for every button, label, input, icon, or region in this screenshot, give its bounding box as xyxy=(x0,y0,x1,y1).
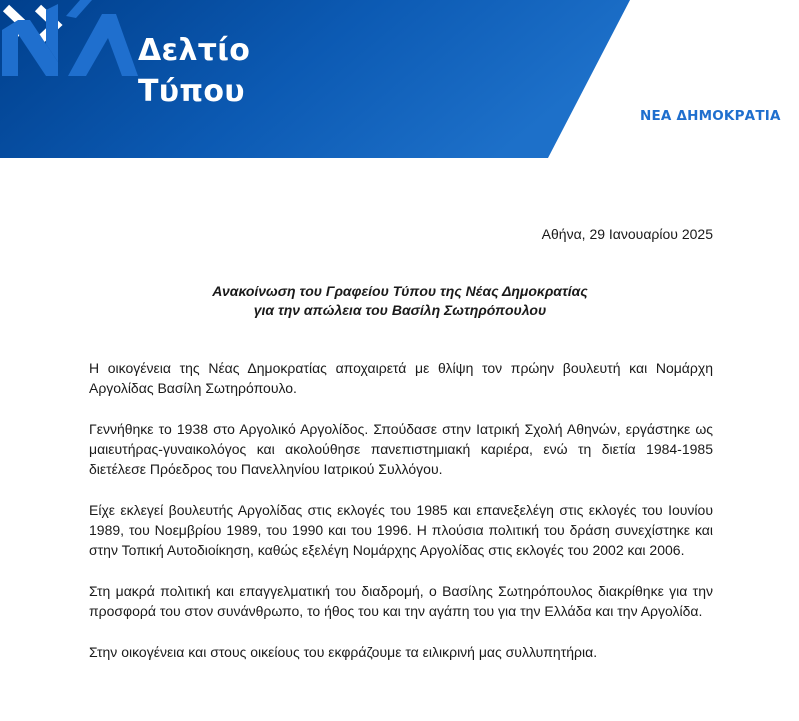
headline-line-1: Ανακοίνωση του Γραφείου Τύπου της Νέας Δημοκρατίας xyxy=(212,283,588,299)
headline-line-2: για την απώλεια του Βασίλη Σωτηρόπουλου xyxy=(253,302,547,318)
release-date: Αθήνα, 29 Ιανουαρίου 2025 xyxy=(541,226,713,242)
nd-logo-icon xyxy=(0,0,140,78)
title-line-1: Δελτίο xyxy=(138,33,251,68)
logo-wordmark: ΝΕΑ ΔΗΜΟΚΡΑΤΙΑ xyxy=(640,108,781,124)
release-body xyxy=(89,358,713,683)
body-paragraph: Γεννήθηκε το 1938 στο Αργολικό Αργολίδος. Σπούδασε στην Ιατρική Σχολή Αθηνών, εργάστηκε ως μαιευτήρας-γυναικολόγος και ακολούθησε πανεπιστημιακή καριέρα, ενώ τη διετία 1984-1985 διετέλεσε Πρόεδρος του Πανελληνίου Ιατρικού Συλλόγου. xyxy=(89,421,713,477)
title-line-2: Τύπου xyxy=(138,74,245,109)
body-paragraph: Η οικογένεια της Νέας Δημοκρατίας αποχαιρετά με θλίψη τον πρώην βουλευτή και Νομάρχη Αργολίδας Βασίλη Σωτηρόπουλο. xyxy=(89,360,713,396)
body-paragraph: Στην οικογένεια και στους οικείους του εκφράζουμε τα ειλικρινή μας συλλυπητήρια. xyxy=(89,644,598,660)
press-release-header xyxy=(0,0,799,158)
body-paragraph: Είχε εκλεγεί βουλευτής Αργολίδας στις εκλογές του 1985 και επανεξελέγη στις εκλογές του Ιουνίου 1989, του Νοεμβρίου 1989, του 1990 και του 1996. Η πλούσια πολιτική του δράση συνεχίστηκε και στην Τοπική Αυτοδιοίκηση, καθώς εξελέγη Νομάρχης Αργολίδας στις εκλογές του 2002 και 2006. xyxy=(89,502,713,558)
body-paragraph: Στη μακρά πολιτική και επαγγελματική του διαδρομή, ο Βασίλης Σωτηρόπουλος διακρίθηκε για την προσφορά του στον συνάνθρωπο, το ήθος του και την αγάπη του για την Ελλάδα και την Αργολίδα. xyxy=(89,583,713,619)
headline xyxy=(100,282,700,320)
press-release-title xyxy=(138,30,250,112)
